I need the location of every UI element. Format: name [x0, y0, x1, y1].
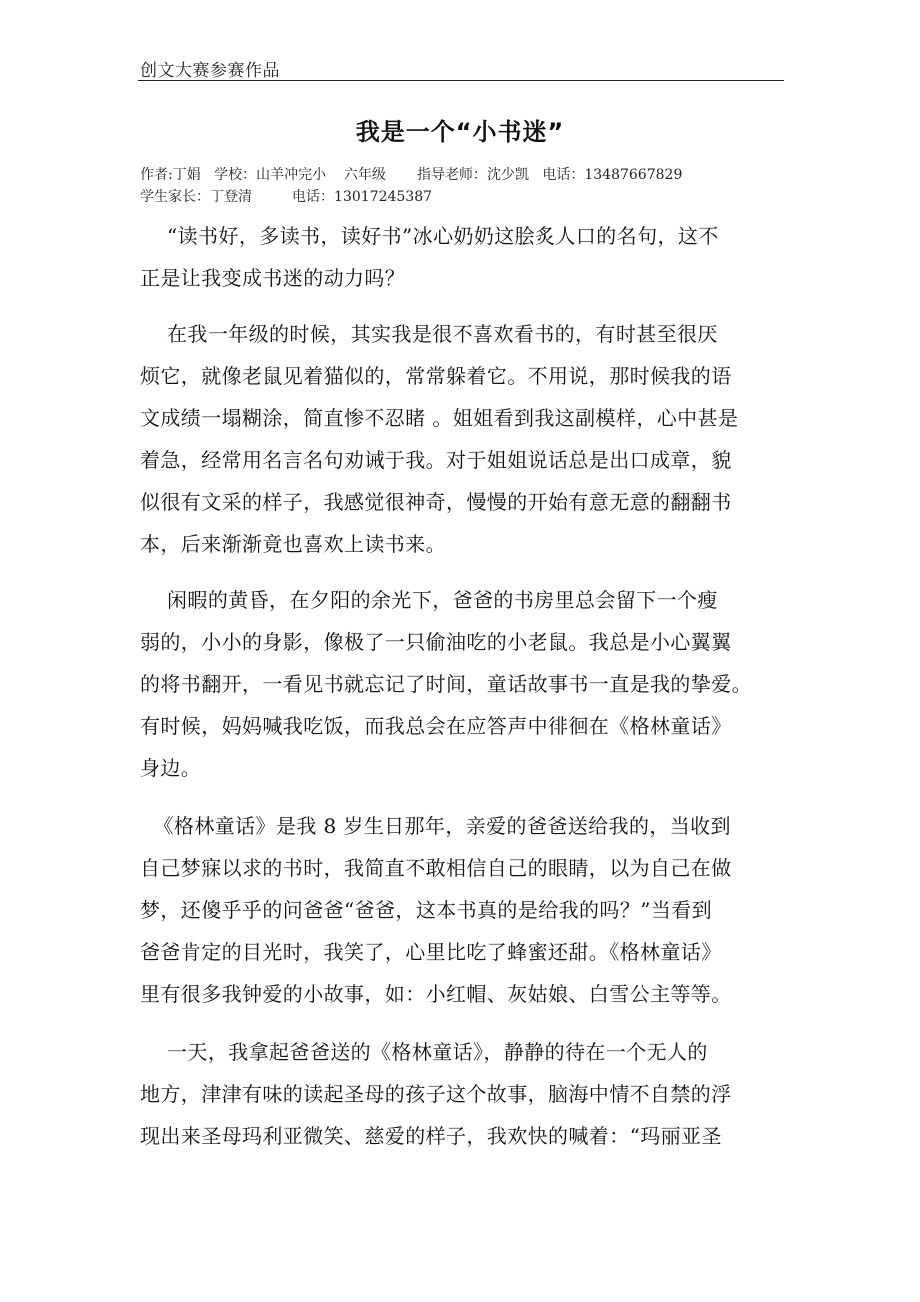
paragraph-4-line-4: 爸爸肯定的目光时，我笑了，心里比吃了蜂蜜还甜。《格林童话》 [140, 940, 722, 964]
paragraph-3-line-3: 的将书翻开，一看见书就忘记了时间，童话故事书一直是我的挚爱。 [140, 672, 752, 696]
header-divider [138, 80, 784, 81]
paragraph-5-line-3: 现出来圣母玛利亚微笑、慈爱的样子，我欢快的喊着：“玛丽亚圣 [140, 1124, 722, 1148]
paragraph-2-line-6: 本，后来渐渐竟也喜欢上读书来。 [140, 532, 446, 556]
paragraph-1-line-2: 正是让我变成书迷的动力吗？ [140, 266, 406, 290]
paragraph-3-line-2: 弱的，小小的身影，像极了一只偷油吃的小老鼠。我总是小心翼翼 [140, 630, 732, 654]
paragraph-1-line-1: “读书好，多读书，读好书”冰心奶奶这脍炙人口的名句，这不 [140, 224, 719, 248]
paragraph-2-line-5: 似很有文采的样子，我感觉很神奇，慢慢的开始有意无意的翻翻书 [140, 490, 732, 514]
author-info-line-1: 作者:丁娟 学校：山羊冲完小 六年级 指导老师：沈少凯 电话：13487667829 [140, 167, 683, 183]
paragraph-3-line-4: 有时候，妈妈喊我吃饭，而我总会在应答声中徘徊在《格林童话》 [140, 714, 732, 738]
paragraph-3-line-1: 闲暇的黄昏，在夕阳的余光下，爸爸的书房里总会留下一个瘦 [140, 588, 718, 612]
paragraph-2-line-4: 着急，经常用名言名句劝诫于我。对于姐姐说话总是出口成章，貌 [140, 448, 732, 472]
author-info-line-2: 学生家长：丁登清 电话：13017245387 [140, 189, 433, 205]
paragraph-2-line-3: 文成绩一塌糊涂，简直惨不忍睹 。姐姐看到我这副模样，心中甚是 [140, 406, 739, 430]
paragraph-4-line-1: 《格林童话》是我 8 岁生日那年，亲爱的爸爸送给我的，当收到 [140, 814, 731, 838]
paragraph-5-line-1: 一天，我拿起爸爸送的《格林童话》，静静的待在一个无人的 [140, 1040, 708, 1064]
paragraph-3-line-5: 身边。 [140, 756, 202, 780]
page-header-label: 创文大赛参赛作品 [140, 61, 280, 81]
paragraph-2-line-1: 在我一年级的时候，其实我是很不喜欢看书的，有时甚至很厌 [140, 322, 718, 346]
paragraph-4-line-3: 梦，还傻乎乎的问爸爸“爸爸，这本书真的是给我的吗？”当看到 [140, 898, 713, 922]
paragraph-2-line-2: 烦它，就像老鼠见着猫似的，常常躲着它。不用说，那时候我的语 [140, 364, 732, 388]
essay-title: 我是一个“小书迷” [355, 118, 565, 146]
paragraph-5-line-2: 地方，津津有味的读起圣母的孩子这个故事，脑海中情不自禁的浮 [140, 1082, 732, 1106]
paragraph-4-line-2: 自己梦寐以求的书时，我简直不敢相信自己的眼睛，以为自己在做 [140, 856, 732, 880]
paragraph-4-line-5: 里有很多我钟爱的小故事，如：小红帽、灰姑娘、白雪公主等等。 [140, 982, 732, 1006]
